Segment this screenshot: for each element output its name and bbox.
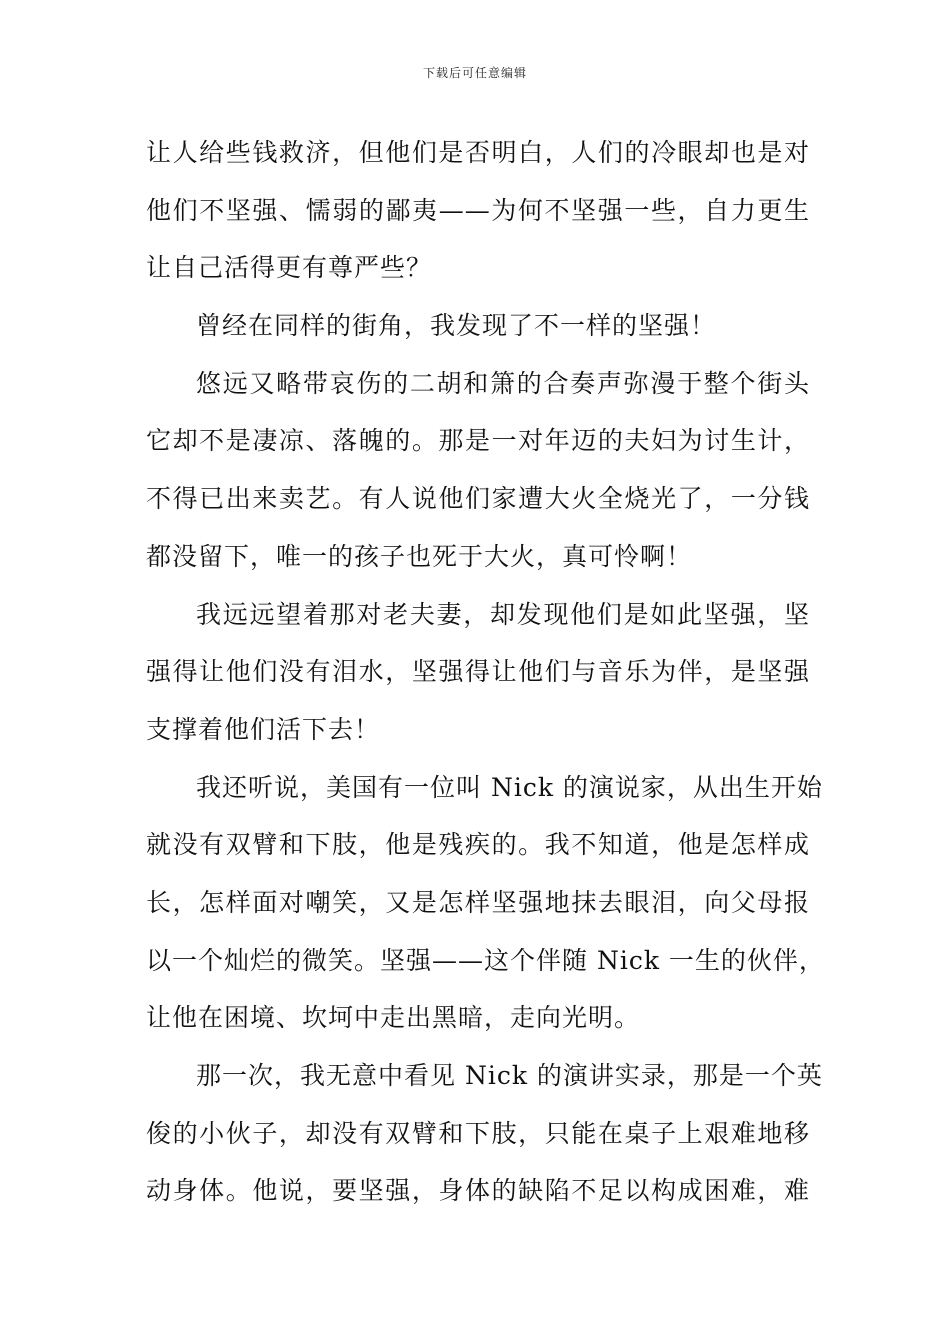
- text-line: 以一个灿烂的微笑。坚强——这个伴随 Nick 一生的伙伴，: [146, 945, 825, 975]
- text-line: 它却不是凄凉、落魄的。那是一对年迈的夫妇为讨生计，: [146, 426, 810, 456]
- text-line: 我远远望着那对老夫妻，却发现他们是如此坚强，坚: [196, 599, 810, 629]
- text-line: 我还听说，美国有一位叫 Nick 的演说家，从出生开始: [196, 772, 823, 802]
- document-body: [146, 124, 825, 1220]
- text-line: 强得让他们没有泪水，坚强得让他们与音乐为伴，是坚强: [146, 657, 810, 687]
- text-line: 动身体。他说，要坚强，身体的缺陷不足以构成困难，难: [146, 1176, 810, 1206]
- text-line: 不得已出来卖艺。有人说他们家遭大火全烧光了，一分钱: [146, 484, 810, 514]
- text-line: 都没留下，唯一的孩子也死于大火，真可怜啊！: [146, 541, 693, 571]
- text-line: 俊的小伙子，却没有双臂和下肢，只能在桌子上艰难地移: [146, 1118, 810, 1148]
- text-line: 让他在困境、坎坷中走出黑暗，走向光明。: [146, 1003, 641, 1033]
- text-line: 让人给些钱救济，但他们是否明白，人们的冷眼却也是对: [146, 138, 810, 167]
- text-line: 长，怎样面对嘲笑，又是怎样坚强地抹去眼泪，向父母报: [146, 887, 810, 917]
- text-line: 他们不坚强、懦弱的鄙夷——为何不坚强一些，自力更生: [146, 195, 810, 225]
- text-line: 支撑着他们活下去！: [146, 714, 381, 744]
- text-line: 让自己活得更有尊严些？: [146, 253, 433, 283]
- text-line: 曾经在同样的街角，我发现了不一样的坚强！: [196, 311, 717, 341]
- text-line: 悠远又略带哀伤的二胡和箫的合奏声弥漫于整个街头: [196, 368, 810, 398]
- text-line: 就没有双臂和下肢，他是残疾的。我不知道，他是怎样成: [146, 830, 810, 860]
- text-line: 那一次，我无意中看见 Nick 的演讲实录，那是一个英: [196, 1061, 823, 1090]
- page-header: 下载后可任意编辑: [422, 66, 527, 80]
